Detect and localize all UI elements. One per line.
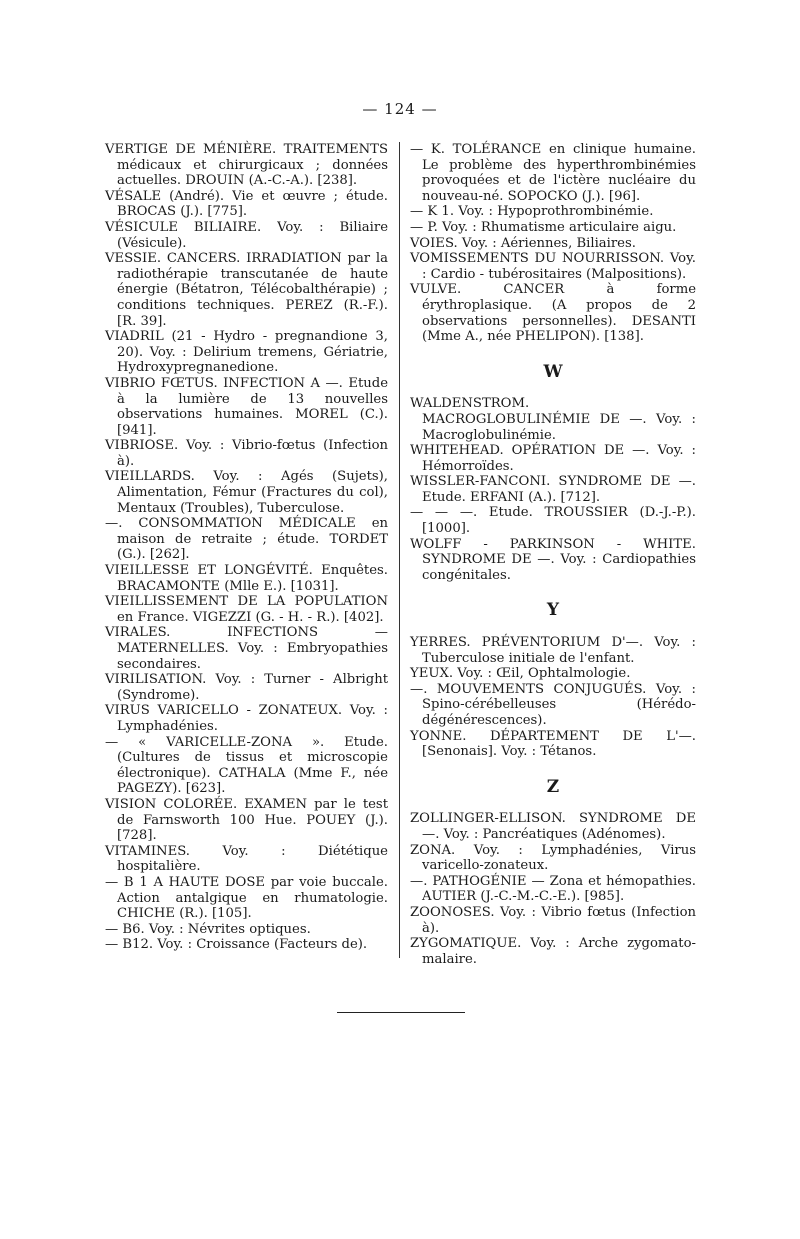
- right-column: [410, 142, 696, 967]
- index-entry: WALDENSTROM. MACROGLOBULINÉMIE DE —. Voy. : Macroglobulinémie.: [410, 396, 696, 443]
- index-entry: YONNE. DÉPARTEMENT DE L'—. [Senonais]. Voy. : Tétanos.: [410, 728, 696, 760]
- index-entry: VOIES. Voy. : Aériennes, Biliaires.: [410, 235, 636, 251]
- index-entry: VIEILLESSE ET LONGÉVITÉ. Enquêtes. BRACAMONTE (Mlle E.). [1031].: [105, 563, 388, 594]
- page-number: — 124 —: [362, 100, 438, 118]
- left-column: [105, 142, 388, 953]
- index-entry: —. PATHOGÉNIE — Zona et hémopathies. AUTIER (J.-C.-M.-C.-E.). [985].: [410, 873, 696, 905]
- index-entry: ZYGOMATIQUE. Voy. : Arche zygomato-malaire.: [410, 936, 696, 967]
- index-entry: —. CONSOMMATION MÉDICALE en maison de retraite ; étude. TORDET (G.). [262].: [105, 516, 388, 563]
- index-entry: YEUX. Voy. : Œil, Ophtalmologie.: [410, 666, 631, 682]
- index-entry: — B 1 A HAUTE DOSE par voie buccale. Action antalgique en rhumatologie. CHICHE (R.). [105].: [105, 874, 388, 922]
- index-entry: —. MOUVEMENTS CONJUGUÉS. Voy. : Spino-cérébelleuses (Hérédo-dégénérescences).: [410, 681, 696, 728]
- index-entry: ZOLLINGER-ELLISON. SYNDROME DE —. Voy. : Pancréatiques (Adénomes).: [410, 811, 696, 842]
- bottom-rule: [337, 1012, 465, 1013]
- column-divider: [399, 142, 400, 958]
- index-entry: YERRES. PRÉVENTORIUM D'—. Voy. : Tuberculose initiale de l'enfant.: [410, 635, 696, 666]
- index-entry: VÉSICULE BILIAIRE. Voy. : Biliaire (Vésicule).: [105, 219, 388, 251]
- index-entry: VIEILLISSEMENT DE LA POPULATION en France. VIGEZZI (G. - H. - R.). [402].: [105, 594, 388, 625]
- index-entry: — « VARICELLE-ZONA ». Etude. (Cultures de tissus et microscopie électronique). CATHALA (Mme F., née PAGEZY). [623].: [105, 734, 388, 797]
- index-entry: — — —. Etude. TROUSSIER (D.-J.-P.). [1000].: [410, 505, 696, 537]
- index-entry: VIRUS VARICELLO - ZONATEUX. Voy. : Lymphadénies.: [105, 703, 388, 734]
- index-entry: VIRALES. INFECTIONS — MATERNELLES. Voy. : Embryopathies secondaires.: [105, 625, 388, 672]
- index-entry: VITAMINES. Voy. : Diététique hospitalière.: [105, 843, 388, 875]
- index-entry: — K. TOLÉRANCE en clinique humaine. Le problème des hyperthrombinémies provoquées et de l'ictère nucléaire du nouveau-né. SOPOCKO (J.). [96].: [410, 142, 696, 204]
- section-letter: W: [543, 361, 563, 382]
- index-entry: VULVE. CANCER à forme érythroplasique. (A propos de 2 observations personnelles). DESANTI (Mme A., née PHELIPON). [138].: [410, 282, 696, 345]
- index-entry: VIBRIOSE. Voy. : Vibrio-fœtus (Infection à).: [105, 438, 388, 469]
- index-entry: WOLFF - PARKINSON - WHITE. SYNDROME DE —. Voy. : Cardiopathies congénitales.: [410, 536, 696, 583]
- section-letter: Z: [546, 776, 560, 797]
- index-entry: — K 1. Voy. : Hypoprothrombinémie.: [410, 204, 654, 220]
- index-entry: VIRILISATION. Voy. : Turner - Albright (Syndrome).: [105, 672, 388, 703]
- index-entry: — P. Voy. : Rhumatisme articulaire aigu.: [410, 219, 677, 235]
- index-entry: VERTIGE DE MÉNIÈRE. TRAITEMENTS médicaux et chirurgicaux ; données actuelles. DROUIN (A.-C.-A.). [238].: [105, 142, 388, 189]
- index-entry: VOMISSEMENTS DU NOURRISSON. Voy. : Cardio - tubérositaires (Malpositions).: [410, 251, 696, 282]
- index-entry: ZOONOSES. Voy. : Vibrio fœtus (Infection à).: [410, 904, 696, 936]
- section-letter: Y: [546, 600, 560, 621]
- index-entry: WHITEHEAD. OPÉRATION DE —. Voy. : Hémorroïdes.: [410, 443, 696, 474]
- index-entry: — B12. Voy. : Croissance (Facteurs de).: [105, 937, 368, 953]
- index-entry: ZONA. Voy. : Lymphadénies, Virus varicello-zonateux.: [410, 842, 696, 874]
- index-entry: VIADRIL (21 - Hydro - pregnandione 3, 20). Voy. : Delirium tremens, Gériatrie, Hydroxypregnanedione.: [105, 329, 388, 376]
- index-entry: WISSLER-FANCONI. SYNDROME DE —. Etude. ERFANI (A.). [712].: [410, 474, 696, 505]
- index-entry: VÉSALE (André). Vie et œuvre ; étude. BROCAS (J.). [775].: [105, 188, 388, 220]
- index-entry: VIBRIO FŒTUS. INFECTION A —. Etude à la lumière de 13 nouvelles observations humaines. MOREL (C.). [941].: [105, 375, 388, 438]
- index-entry: VIEILLARDS. Voy. : Agés (Sujets), Alimentation, Fémur (Fractures du col), Mentaux (Troubles), Tuberculose.: [105, 469, 388, 516]
- index-entry: — B6. Voy. : Névrites optiques.: [105, 921, 311, 937]
- index-entry: VESSIE. CANCERS. IRRADIATION par la radiothérapie transcutanée de haute énergie (Bétatron, Télécobalthérapie) ; conditions techniques. PEREZ (R.-F.). [R. 39].: [105, 251, 388, 329]
- index-entry: VISION COLORÉE. EXAMEN par le test de Farnsworth 100 Hue. POUEY (J.). [728].: [105, 796, 388, 844]
